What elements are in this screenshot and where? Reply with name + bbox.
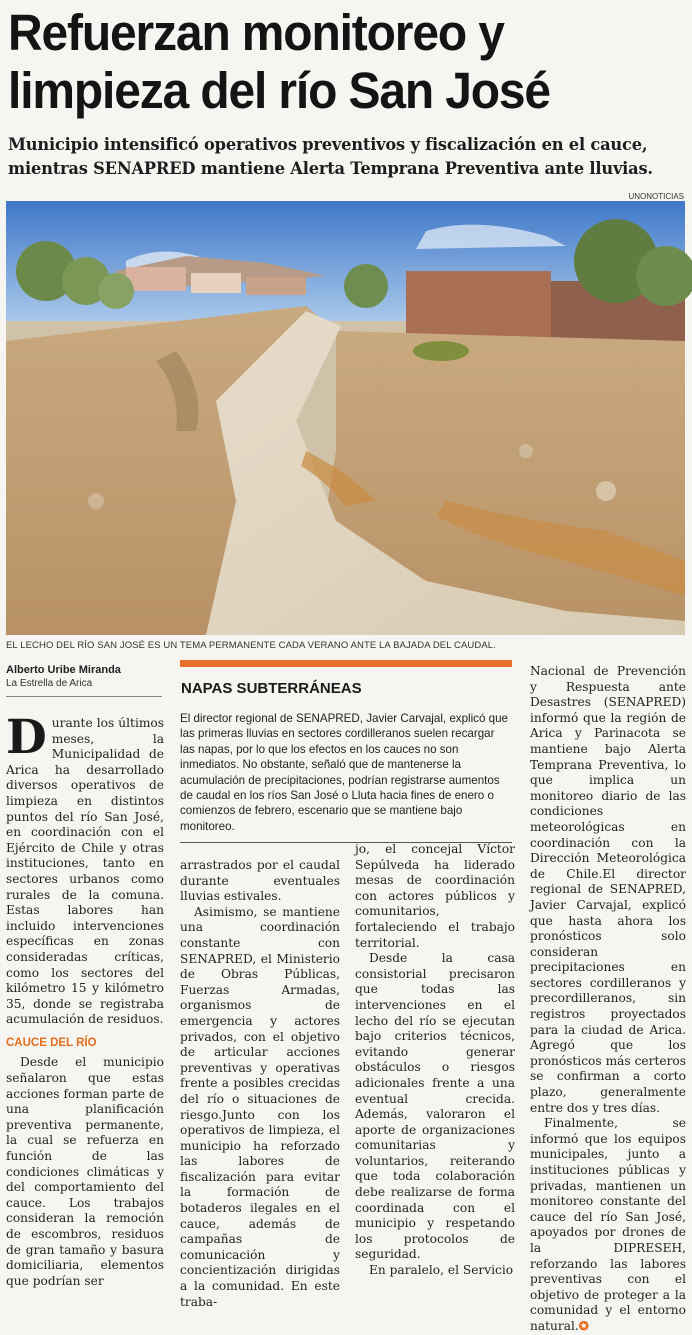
paragraph: En paralelo, el Servicio (369, 1263, 514, 1278)
article-photo (6, 201, 685, 635)
photo-caption: EL LECHO DEL RÍO SAN JOSÉ ES UN TEMA PERMANENTE CADA VERANO ANTE LA BAJADA DEL CAUDAL. (6, 640, 496, 651)
lead-paragraph (6, 710, 164, 1028)
paragraph (530, 1116, 686, 1334)
sidebar-box (180, 660, 512, 838)
sidebar-title: NAPAS SUBTERRÁNEAS (181, 680, 362, 697)
paragraph: Nacional de Prevención y Respuesta ante Desastres (SENAPRED) informó que la región de Arica y Parinacota se mantiene bajo Alerta Temprana Preventiva, lo que implica un monitoreo diario de las condiciones meteorológicas en coordinación con la Dirección Meteorológica de Chile.El director regional de SENAPRED, Javier Carvajal, explicó que hasta ahora los pronósticos solo consideran precipitaciones en sectores cordilleranos y precordilleranos, sin registros proyectados para la ciudad de Arica. Agregó que los pronósticos más certeros se confirman a corto plazo, generalmente entre dos y tres días. (530, 664, 686, 1115)
paragraph: jo, el concejal Víctor Sepúlveda ha liderado mesas de coordinación con actores públicos y comunitarios, fortaleciendo el trabajo territorial. (355, 842, 515, 950)
paragraph: Desde el municipio señalaron que estas acciones forman parte de una planificación preventiva permanente, la cual se refuerza en función de las condiciones climáticas y del comportamiento del cauce. Los trabajos consideran la remoción de escombros, residuos de gran tamaño y basura domiciliaria, elementos que podrían ser (6, 1055, 164, 1288)
sidebar-text: El director regional de SENAPRED, Javier Carvajal, explicó que las primeras lluvias en sectores cordilleranos suelen recargar las napas, por lo que los efectos en los cauces no son inmediatos. No obstante, señaló que de mantenerse la acumulación de precipitaciones, podrían registrarse aumentos de caudal en los ríos San José o Lluta hacia fines de enero o comienzos de febrero, escenario que se mantiene bajo monitoreo. (180, 712, 508, 833)
headline: Refuerzan monitoreo y limpieza del río San José (8, 4, 550, 119)
article-column-4 (530, 664, 686, 1335)
riverbed-photo-illustration (6, 201, 685, 635)
paragraph: Desde la casa consistorial precisaron que todas las intervenciones en el lecho del río se ejecutan bajo criterios técnicos, evitando generar obstáculos o riesgos adicionales frente a una eventual crecida. Además, valoraron el aporte de organizaciones comunitarias y voluntarios, reiterando que toda colaboración debe realizarse de forma coordinada con el municipio y respetando los protocolos de seguridad. (355, 951, 515, 1262)
lead-text: urante los últimos meses, la Municipalidad de Arica ha desarrollado diversos operativos de limpieza en distintos puntos del río San José, en coordinación con el Ejército de Chile y otras instituciones, tanto en sectores urbanos como rurales de la comuna. Estas labores han incluido intervenciones específicas en zonas consideradas críticas, como los sectores del kilómetro 15 y kilómetro 35, donde se registraba acumulación de residuos. (6, 716, 164, 1027)
byline-divider (6, 696, 162, 697)
paragraph: arrastrados por el caudal durante eventuales lluvias estivales. (180, 858, 340, 904)
subheadline: Municipio intensificó operativos preventivos y fiscalización en el cauce, mientras SENAPRED mantiene Alerta Temprana Preventiva ante lluvias. (8, 135, 653, 179)
byline (6, 664, 162, 689)
author-name: Alberto Uribe Miranda (6, 664, 121, 676)
end-mark-icon: ✪ (578, 1318, 589, 1333)
closing-text: Finalmente, se informó que los equipos municipales, junto a instituciones públicas y privadas, mantienen un monitoreo constante del cauce del río San José, apoyados por drones de la DIPRESEH, reforzando las labores preventivas con el objetivo de proteger a la comunidad y el entorno natural. (530, 1116, 686, 1333)
article-column-2 (180, 858, 340, 1310)
photo-credit: UNONOTICIAS (628, 192, 684, 201)
paragraph: Asimismo, se mantiene una coordinación constante con SENAPRED, el Ministerio de Obras Públicas, Fuerzas Armadas, organismos de emergencia y actores privados, con el objetivo de articular acciones preventivas y operativas frente a posibles crecidas del río o situaciones de riesgo.Junto con los operativos de limpieza, el municipio ha reforzado las labores de fiscalización para evitar la formación de botaderos ilegales en el cauce, además de campañas de comunicación y concientización dirigidas a la comunidad. En este traba- (180, 904, 340, 1309)
section-heading: CAUCE DEL RÍO (6, 1036, 97, 1049)
sidebar-accent-bar (180, 660, 512, 667)
article-column-1 (6, 710, 164, 1289)
article-column-3 (355, 842, 515, 1279)
outlet-name: La Estrella de Arica (6, 678, 93, 689)
drop-cap: D (6, 710, 47, 765)
